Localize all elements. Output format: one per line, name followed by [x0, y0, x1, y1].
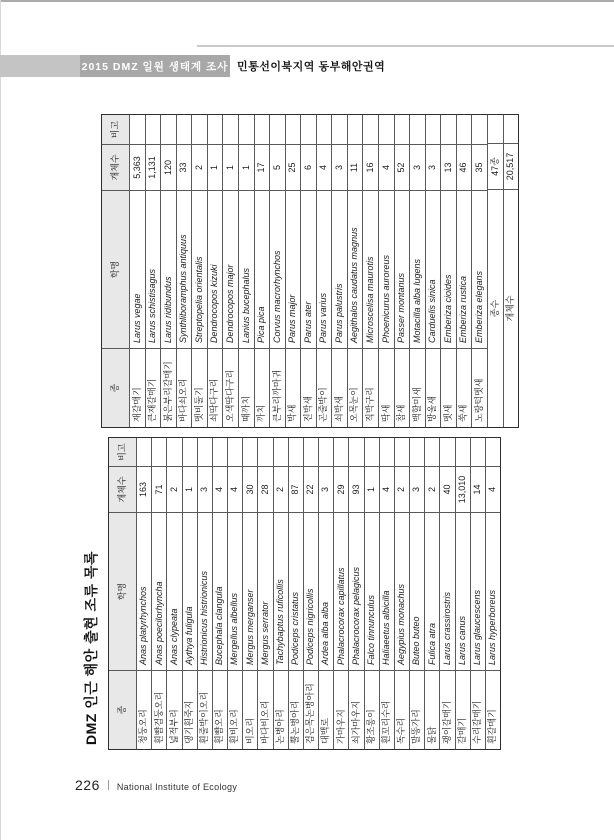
count-cell: 3: [198, 466, 212, 512]
sciname-cell: Parus palustris: [332, 190, 347, 348]
species-cell: 멧새: [441, 348, 456, 427]
sciname-cell: Falco tinnunculus: [365, 512, 379, 670]
species-cell: 붉은부리갈매기: [161, 348, 176, 427]
table-header-row: [109, 438, 137, 749]
publisher-label: National Institute of Ecology: [116, 782, 238, 792]
table-row: [301, 115, 317, 427]
species-cell: 말똥가리: [410, 670, 424, 749]
col-header-count: 개체수: [102, 144, 129, 190]
count-cell: 1: [239, 144, 254, 190]
species-cell: 곤줄박이: [317, 348, 332, 427]
table-row: [348, 115, 364, 427]
table-header-row: [102, 115, 130, 427]
sciname-cell: Emberiza rustica: [457, 190, 472, 348]
note-cell: [192, 115, 207, 144]
note-cell: [457, 115, 472, 144]
species-cell: 때까치: [239, 348, 254, 427]
scan-edge-top: [0, 0, 614, 2]
table-row: [456, 438, 471, 749]
sciname-cell: Microscelisa maurotis: [363, 190, 378, 348]
sciname-cell: Parus major: [286, 190, 301, 348]
species-cell: 참새: [395, 348, 410, 427]
count-cell: 4: [228, 466, 242, 512]
table-row: [270, 115, 286, 427]
count-cell: 30: [243, 466, 257, 512]
note-cell: [177, 115, 192, 144]
note-cell: [334, 438, 348, 466]
table-row: [243, 438, 258, 749]
note-cell: [137, 438, 151, 466]
sciname-cell: Larus crassirostris: [440, 512, 454, 670]
sciname-cell: Ardea alba alba: [319, 512, 333, 670]
sciname-cell: Parus varius: [317, 190, 332, 348]
note-cell: [379, 115, 394, 144]
species-cell: 진박새: [301, 348, 316, 427]
sciname-cell: Streptopelia orientalis: [192, 190, 207, 348]
species-cell: 청둥오리: [137, 670, 151, 749]
count-cell: 4: [486, 466, 500, 512]
note-cell: [410, 115, 425, 144]
table-row: [258, 438, 273, 749]
summary-row: [488, 115, 504, 427]
col-header-count: 개체수: [109, 466, 136, 512]
count-cell: 3: [410, 144, 425, 190]
note-cell: [152, 438, 166, 466]
table-title: DMZ 인근 해안 출현 조류 목록: [83, 550, 99, 745]
sciname-cell: Larus ridibundus: [161, 190, 176, 348]
sciname-cell: Lanius bucephalus: [239, 190, 254, 348]
count-cell: 6: [301, 144, 316, 190]
table-row: [198, 438, 213, 749]
header-banner-title: 2015 DMZ 일원 생태계 조사: [80, 55, 230, 77]
sciname-cell: Phalacrocorax pelagicus: [349, 512, 363, 670]
count-cell: 87: [289, 466, 303, 512]
count-cell: 40: [440, 466, 454, 512]
count-cell: 2: [192, 144, 207, 190]
col-header-species: 종: [109, 670, 136, 749]
species-cell: 비오리: [243, 670, 257, 749]
sciname-cell: Mergus serrator: [258, 512, 272, 670]
note-cell: [486, 438, 500, 466]
count-cell: 14: [471, 466, 485, 512]
species-cell: 큰재갈매기: [146, 348, 161, 427]
note-cell: [301, 115, 316, 144]
note-cell: [213, 438, 227, 466]
species-cell: 직박구리: [363, 348, 378, 427]
species-cell: 대백로: [319, 670, 333, 749]
summary-row: [504, 115, 519, 427]
note-cell: [167, 438, 181, 466]
note-cell: [255, 115, 270, 144]
count-cell: 3: [319, 466, 333, 512]
note-cell: [317, 115, 332, 144]
count-cell: 29: [334, 466, 348, 512]
sciname-cell: Tachybaptus ruficollis: [274, 512, 288, 670]
table-row: [130, 115, 146, 427]
sciname-cell: Dendrocopos kizuki: [208, 190, 223, 348]
note-cell: [239, 115, 254, 144]
table-row: [317, 115, 333, 427]
count-cell: 163: [137, 466, 151, 512]
species-cell: 쇠박새: [332, 348, 347, 427]
count-cell: 2: [425, 466, 439, 512]
count-cell: 3: [332, 144, 347, 190]
note-cell: [286, 115, 301, 144]
note-cell: [146, 115, 161, 144]
sciname-cell: Corvus macrorhynchos: [270, 190, 285, 348]
sciname-cell: Fulica atra: [425, 512, 439, 670]
note-cell: [161, 115, 176, 144]
table-row: [177, 115, 193, 427]
note-cell: [228, 438, 242, 466]
col-header-sciname: 학명: [109, 512, 136, 670]
table-row: [457, 115, 473, 427]
count-cell: 52: [395, 144, 410, 190]
count-cell: 4: [317, 144, 332, 190]
note-cell: [198, 438, 212, 466]
species-cell: 백할미새: [410, 348, 425, 427]
sciname-cell: Aegypius monachus: [395, 512, 409, 670]
species-cell: 흰뺨검둥오리: [152, 670, 166, 749]
table-row: [472, 115, 488, 427]
species-cell: 쇠가마우지: [349, 670, 363, 749]
table-row: [395, 115, 411, 427]
note-cell: [223, 115, 238, 144]
note-cell: [304, 438, 318, 466]
summary-value-cell: 47종: [488, 143, 503, 189]
species-cell: 흰갈매기: [486, 670, 500, 749]
table-row: [486, 438, 500, 749]
table-row: [440, 438, 455, 749]
count-cell: 13: [441, 144, 456, 190]
species-cell: 물닭: [425, 670, 439, 749]
table-row: [410, 438, 425, 749]
count-cell: 4: [213, 466, 227, 512]
sciname-cell: Podiceps nigricollis: [304, 512, 318, 670]
summary-label-cell: 종수: [488, 189, 503, 427]
species-cell: 흰뺨오리: [213, 670, 227, 749]
sciname-cell: Aegithalos caudatus magnus: [348, 190, 363, 348]
scan-edge-left: [0, 0, 1, 840]
sciname-cell: Phoenicurus auroreus: [379, 190, 394, 348]
sciname-cell: Emberiza cioides: [441, 190, 456, 348]
table-row: [289, 438, 304, 749]
table-row: [332, 115, 348, 427]
species-cell: 황조롱이: [365, 670, 379, 749]
count-cell: 22: [304, 466, 318, 512]
table-row: [152, 438, 167, 749]
note-cell: [426, 115, 441, 144]
summary-label-cell: 개체수: [504, 189, 519, 427]
summary-value-cell: 20,517: [504, 143, 519, 189]
sciname-cell: Larus schistisagus: [146, 190, 161, 348]
header-rule: [197, 45, 614, 47]
bird-table-part2: [101, 114, 519, 428]
note-cell: [456, 438, 470, 466]
species-cell: 딱새: [379, 348, 394, 427]
table-row: [228, 438, 243, 749]
note-cell: [258, 438, 272, 466]
table-row: [379, 115, 395, 427]
species-cell: 가마우지: [334, 670, 348, 749]
sciname-cell: Larus glaucescens: [471, 512, 485, 670]
sciname-cell: Mergus merganser: [243, 512, 257, 670]
count-cell: 2: [274, 466, 288, 512]
sciname-cell: Larus vegae: [130, 190, 145, 348]
table-row: [365, 438, 380, 749]
count-cell: 4: [379, 144, 394, 190]
count-cell: 11: [348, 144, 363, 190]
sciname-cell: Podiceps cristatus: [289, 512, 303, 670]
species-cell: 까치: [255, 348, 270, 427]
table-row: [239, 115, 255, 427]
species-cell: 박새: [286, 348, 301, 427]
species-cell: 넓적부리: [167, 670, 181, 749]
sciname-cell: Aythya fuligula: [183, 512, 197, 670]
table-row: [167, 438, 182, 749]
note-cell: [410, 438, 424, 466]
species-cell: 방울새: [426, 348, 441, 427]
footer-separator: [108, 780, 109, 790]
count-cell: 28: [258, 466, 272, 512]
sciname-cell: Histrionicus histrionicus: [198, 512, 212, 670]
species-cell: 쇠딱다구리: [208, 348, 223, 427]
table-row: [319, 438, 334, 749]
count-cell: 1,131: [146, 144, 161, 190]
count-cell: 1: [365, 466, 379, 512]
count-cell: 4: [380, 466, 394, 512]
table-row: [274, 438, 289, 749]
count-cell: 33: [177, 144, 192, 190]
count-cell: 35: [472, 144, 487, 190]
note-cell: [332, 115, 347, 144]
note-cell: [274, 438, 288, 466]
col-header-species: 종: [102, 348, 129, 427]
col-header-note: 비고: [102, 115, 129, 144]
sciname-cell: Phalacrocorax capillatus: [334, 512, 348, 670]
sciname-cell: Bucephala clangula: [213, 512, 227, 670]
species-cell: 괭이갈매기: [440, 670, 454, 749]
count-cell: 5: [270, 144, 285, 190]
sciname-cell: Pica pica: [255, 190, 270, 348]
col-header-sciname: 학명: [102, 190, 129, 348]
note-cell: [243, 438, 257, 466]
species-cell: 흰꼬리수리: [380, 670, 394, 749]
species-cell: 뿔논병아리: [289, 670, 303, 749]
species-cell: 수리갈매기: [471, 670, 485, 749]
species-cell: 흰줄박이오리: [198, 670, 212, 749]
species-cell: 재갈매기: [130, 348, 145, 427]
species-cell: 큰부리까마귀: [270, 348, 285, 427]
table-row: [380, 438, 395, 749]
count-cell: 46: [457, 144, 472, 190]
sciname-cell: Haliaeetus albicilla: [380, 512, 394, 670]
header-banner-bar: [0, 55, 80, 77]
count-cell: 25: [286, 144, 301, 190]
count-cell: 1: [183, 466, 197, 512]
table-row: [334, 438, 349, 749]
table-row: [471, 438, 486, 749]
note-cell: [395, 438, 409, 466]
note-cell: [348, 115, 363, 144]
table-row: [255, 115, 271, 427]
sciname-cell: Parus ater: [301, 190, 316, 348]
note-cell: [395, 115, 410, 144]
count-cell: 93: [349, 466, 363, 512]
species-cell: 흰비오리: [228, 670, 242, 749]
table-row: [192, 115, 208, 427]
note-cell: [363, 115, 378, 144]
sciname-cell: Passer montanus: [395, 190, 410, 348]
note-cell: [441, 115, 456, 144]
count-cell: 2: [395, 466, 409, 512]
table-row: [137, 438, 152, 749]
table-row: [304, 438, 319, 749]
table-row: [223, 115, 239, 427]
note-cell: [349, 438, 363, 466]
species-cell: 논병아리: [274, 670, 288, 749]
table-row: [410, 115, 426, 427]
page-footer: [75, 777, 237, 793]
col-header-note: 비고: [109, 438, 136, 466]
table-row: [441, 115, 457, 427]
species-cell: 오목눈이: [348, 348, 363, 427]
note-cell: [471, 438, 485, 466]
species-cell: 오색딱다구리: [223, 348, 238, 427]
sciname-cell: Buteo buteo: [410, 512, 424, 670]
count-cell: 1: [223, 144, 238, 190]
table-row: [349, 438, 364, 749]
species-cell: 바다쇠오리: [177, 348, 192, 427]
table-row: [363, 115, 379, 427]
sciname-cell: Anas platyrhynchos: [137, 512, 151, 670]
species-cell: 쑥새: [457, 348, 472, 427]
note-cell: [208, 115, 223, 144]
sciname-cell: Dendrocopos major: [223, 190, 238, 348]
sciname-cell: Anas clypeata: [167, 512, 181, 670]
sciname-cell: Carduelis sinica: [426, 190, 441, 348]
note-cell: [504, 115, 519, 143]
count-cell: 1: [208, 144, 223, 190]
note-cell: [488, 115, 503, 143]
sciname-cell: Anas poecilorhyncha: [152, 512, 166, 670]
sciname-cell: Larus canus: [456, 512, 470, 670]
count-cell: 3: [426, 144, 441, 190]
count-cell: 71: [152, 466, 166, 512]
note-cell: [270, 115, 285, 144]
table-row: [426, 115, 442, 427]
species-cell: 댕기흰죽지: [183, 670, 197, 749]
species-cell: 멧비둘기: [192, 348, 207, 427]
count-cell: 2: [167, 466, 181, 512]
sciname-cell: Larus hyperboreus: [486, 512, 500, 670]
sciname-cell: Mergellus albellus: [228, 512, 242, 670]
count-cell: 16: [363, 144, 378, 190]
note-cell: [130, 115, 145, 144]
rotated-table-block: [75, 112, 535, 782]
header-section-label: 민통선이북지역 동부해안권역: [237, 61, 386, 73]
table-row: [425, 438, 440, 749]
note-cell: [365, 438, 379, 466]
note-cell: [425, 438, 439, 466]
species-cell: 독수리: [395, 670, 409, 749]
note-cell: [440, 438, 454, 466]
sciname-cell: Motacilla alba lugens: [410, 190, 425, 348]
note-cell: [319, 438, 333, 466]
note-cell: [289, 438, 303, 466]
count-cell: 3: [410, 466, 424, 512]
bird-table-part1: [108, 437, 501, 750]
page-number: 226: [75, 777, 100, 793]
sciname-cell: Emberiza elegans: [472, 190, 487, 348]
species-cell: 노랑턱멧새: [472, 348, 487, 427]
count-cell: 17: [255, 144, 270, 190]
species-cell: 검은목논병아리: [304, 670, 318, 749]
note-cell: [380, 438, 394, 466]
table-row: [146, 115, 162, 427]
species-cell: 바다비오리: [258, 670, 272, 749]
count-cell: 120: [161, 144, 176, 190]
table-row: [183, 438, 198, 749]
note-cell: [472, 115, 487, 144]
table-row: [213, 438, 228, 749]
note-cell: [183, 438, 197, 466]
table-row: [208, 115, 224, 427]
table-row: [161, 115, 177, 427]
table-row: [286, 115, 302, 427]
table-row: [395, 438, 410, 749]
sciname-cell: Synthliboramphus antiquus: [177, 190, 192, 348]
species-cell: 갈매기: [456, 670, 470, 749]
count-cell: 13,010: [456, 466, 470, 512]
count-cell: 5,363: [130, 144, 145, 190]
